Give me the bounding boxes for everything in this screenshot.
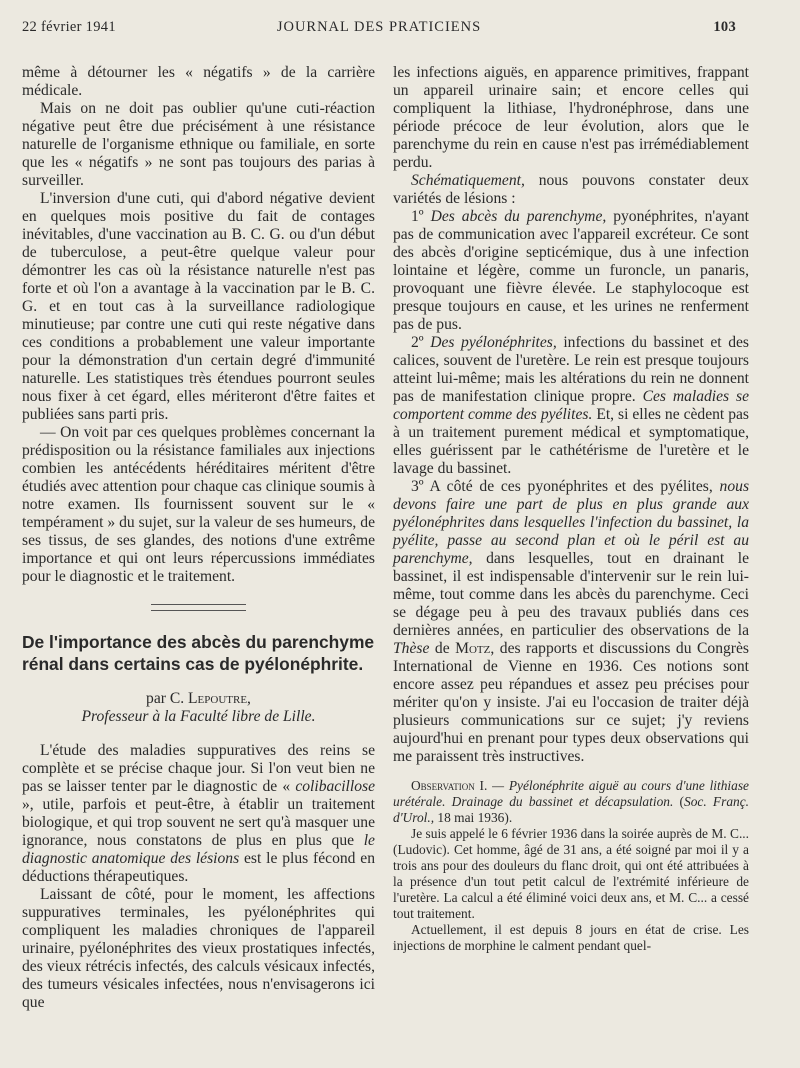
left-paragraph-6: Laissant de côté, pour le moment, les affections suppuratives terminales, les pyélonéphrites qui compliquent les maladies chroniques de l'appareil urinaire, pyélonéphrites des vieux prostatiques infectés, des vieux rétrécis infectés, des calculs vésicaux infectés, des tumeurs vésicales infectées, nous n'envisagerons ici que: [22, 886, 375, 1011]
obs-ref-date: 18 mai 1936).: [437, 810, 513, 825]
p5-term-colibacillose: colibacillose: [295, 778, 376, 795]
p3-text: pyonéphrites, n'ayant pas de communication avec l'appareil excréteur. Ce sont des abcès d'origine septicémique, dus à une infection lointaine et légère, comme un furoncle, un panaris, provoquant une fièvre élevée. Le staphylocoque est presque toujours en cause, et les urines ne renferment pas de pus.: [393, 208, 749, 333]
left-paragraph-2: Mais on ne doit pas oublier qu'une cuti-réaction négative peut être due précisément à une résistance naturelle de l'organisme ethnique ou familiale, en sorte que les « négatifs » ne sont pas toujours des parias à surveiller.: [22, 100, 375, 189]
p4-number: 2º: [411, 334, 424, 351]
p4-emphasis-2: Ces maladies se comportent comme des pyélites.: [393, 388, 749, 423]
author-affiliation: Professeur à la Faculté libre de Lille.: [81, 708, 316, 725]
p5r-text-c: dans lesquelles, tout en drainant le bassinet, il est indispensable d'intervenir sur le rein lui-même, tout comme dans les abcès du parenchyme. Ceci se dégage peu à peu des travaux publiés dans ces dernières années, en particulier des observations de la: [393, 550, 749, 639]
right-column: [393, 64, 749, 954]
author-name: Lepoutre,: [188, 690, 251, 707]
section-divider: [151, 604, 246, 611]
header-page-number: 103: [713, 19, 736, 35]
p2-emphasis: Schématiquement,: [411, 172, 525, 189]
p3-emphasis: Des abcès du parenchyme,: [430, 208, 607, 225]
observation-paragraph-1: Je suis appelé le 6 février 1936 dans la soirée auprès de M. C... (Ludovic). Cet homme, âgé de 31 ans, a été soigné par moi il y a trois ans pour des douleurs du flanc droit, qui ont été attribuées à la présence d'un tout petit calcul de l'extrémité inférieure de l'uretère. La calcul a été éliminé voici deux ans, et M. C... a cessé tout traitement.: [393, 826, 749, 921]
left-column: [22, 64, 375, 1012]
right-paragraph-2: [393, 172, 749, 208]
p5r-de: de: [434, 640, 450, 657]
p3-number: 1º: [411, 208, 424, 225]
right-paragraph-1: les infections aiguës, en apparence primitives, frappant un appareil urinaire sain; et encore celles qui compliquent la lithiase, l'hydronéphrose, dans une période précoce de leur évolution, alors que le parenchyme du rein en cause n'est pas irrémédiablement perdu.: [393, 64, 749, 171]
right-paragraph-3: [393, 208, 749, 334]
observation-title: — Pyélonéphrite aiguë au cours d'une lithiase urétérale. Drainage du bassinet et décapsulation.: [393, 778, 749, 809]
right-paragraph-4: [393, 334, 749, 478]
obs-ref-open: (: [679, 794, 685, 809]
p5-text-e: est le plus fécond en déductions thérapeutiques.: [22, 850, 375, 885]
p5-text-a: L'étude des maladies suppuratives des reins se complète et se précise chaque jour. Si l'on veut bien ne pas se laisser tenter par le diagnostic de «: [22, 742, 375, 795]
header-journal-title: JOURNAL DES PRATICIENS: [276, 19, 482, 35]
p5r-these: Thèse: [393, 640, 430, 657]
author-byline: [22, 689, 375, 708]
p5r-emphasis: nous devons faire une part de plus en plus grande aux pyélonéphrites dans lesquelles l'infection du bassinet, la pyélite, passe au second plan et où le péril est au parenchyme,: [393, 478, 750, 567]
header-date: 22 février 1941: [22, 19, 116, 35]
running-head: [22, 19, 736, 41]
article-title: De l'importance des abcès du parenchyme rénal dans certains cas de pyélonéphrite.: [22, 632, 375, 674]
p4-text-c: infections du bassinet et des calices, souvent de l'uretère. Le rein est presque toujours atteint lui-même; mais les altérations du rein ne donnent pas de manifestation clinique propre.: [393, 334, 749, 405]
p4-text-e: Et, si elles ne cèdent pas à un traitement purement médical et symptomatique, elles guérissent par le cathétérisme de l'uretère et le lavage du bassinet.: [393, 406, 749, 477]
p5r-motz: Motz,: [455, 640, 495, 657]
observation-heading: [393, 778, 749, 826]
p5-text-c: », utile, parfois et peut-être, à établir un traitement biologique, et qui trop souvent ne sert qu'à masquer une ignorance, nous constatons de plus en plus que: [22, 796, 375, 849]
left-paragraph-1: même à détourner les « négatifs » de la carrière médicale.: [22, 64, 375, 99]
p2-text: nous pouvons constater deux variétés de lésions :: [393, 172, 749, 207]
right-paragraph-5: [393, 478, 749, 766]
p4-emphasis: Des pyélonéphrites,: [430, 334, 557, 351]
left-paragraph-4: — On voit par ces quelques problèmes concernant la prédisposition ou la résistance familiales aux injections combien les antécédents héréditaires méritent d'être étudiés avec attention pour chaque cas clinique soumis à notre examen. Ils fournissent souvent sur le « tempérament » du sujet, sur la valeur de ses humeurs, de ses tissus, de ses glandes, des notions d'une extrême importance et qui ont leurs répercussions immédiates pour le diagnostic et le traitement.: [22, 424, 375, 585]
left-paragraph-5: [22, 742, 375, 886]
p5r-text-a: 3º A côté de ces pyonéphrites et des pyélites,: [411, 478, 713, 495]
left-paragraph-3: L'inversion d'une cuti, qui d'abord négative devient en quelques mois positive du fait de contages inévitables, d'une vaccination au B. C. G. ou d'un début de tuberculose, a peut-être quelque valeur pour démontrer les cas où la résistance naturelle n'est pas forte et où l'on a avantage à la vaccination par le B. C. G. et en tout cas à la surveillance radiologique minutieuse; par contre une cuti qui reste négative dans ces conditions a probablement une valeur importante pour la démonstration d'un certain degré d'immunité naturelle. Les statistiques très étendues pourront seules nous fixer à cet égard, elles mériteront d'être faites et publiées sans parti pris.: [22, 190, 375, 423]
observation-label: Observation I.: [411, 778, 488, 793]
obs-ref-journal: Soc. Franç. d'Urol.,: [393, 794, 749, 825]
p5-emphasis: le diagnostic anatomique des lésions: [22, 832, 375, 867]
byline-par: par C.: [146, 690, 185, 707]
observation-paragraph-2: Actuellement, il est depuis 8 jours en état de crise. Les injections de morphine le calment pendant quel-: [393, 922, 749, 953]
p5r-text-g: des rapports et discussions du Congrès International de Vienne en 1936. Ces notions sont encore assez peu répandues et assez peu précises pour mériter qu'on y insiste. J'ai eu l'occasion de traiter déjà plusieurs communications sur ce sujet; j'y reviens aujourd'hui en prenant pour types deux observations qui me paraissent très instructives.: [393, 640, 749, 765]
